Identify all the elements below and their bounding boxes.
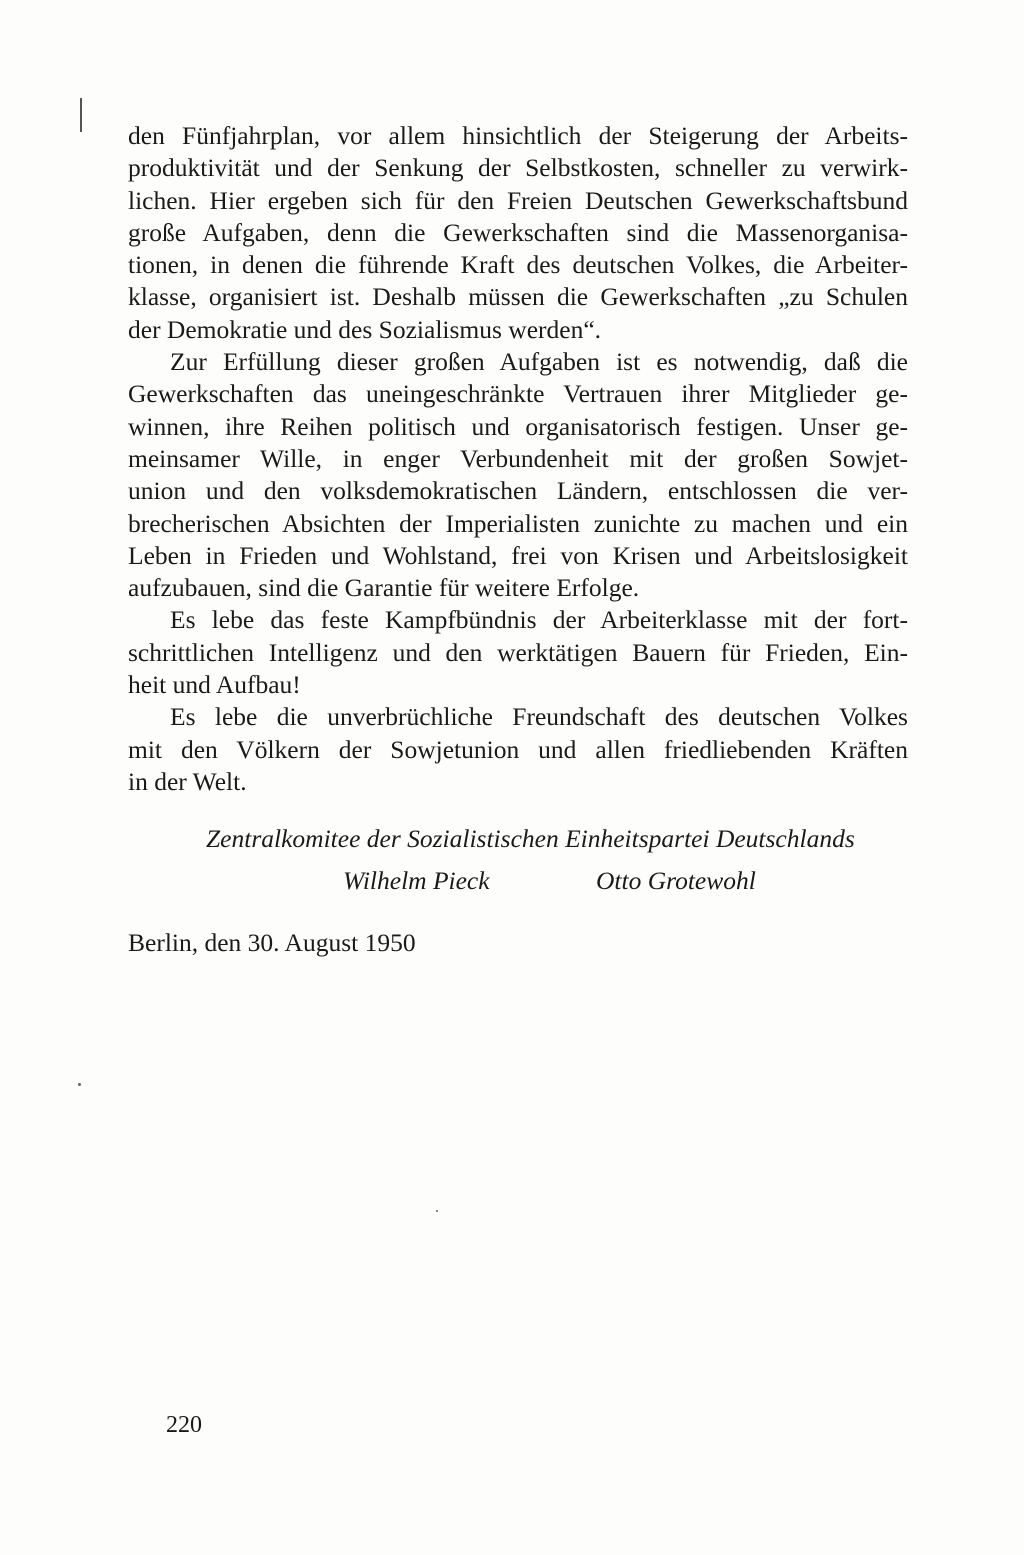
paragraph	[128, 604, 908, 701]
text-line: Es lebe das feste Kampfbündnis der Arbeiterklasse mit der fort-	[170, 605, 908, 635]
text-line: Gewerkschaften das uneingeschränkte Vertrauen ihrer Mitglieder ge-	[128, 379, 908, 409]
paragraph	[128, 346, 908, 604]
text-line: brecherischen Absichten der Imperialisten zunichte zu machen und ein	[128, 508, 908, 538]
text-line: lichen. Hier ergeben sich für den Freien Deutschen Gewerkschaftsbund	[128, 185, 908, 215]
text-line: klasse, organisiert ist. Deshalb müssen die Gewerkschaften „zu Schulen	[128, 282, 908, 312]
text-line: Leben in Frieden und Wohlstand, frei von Krisen und Arbeitslosigkeit	[128, 540, 908, 570]
paragraph	[128, 120, 908, 346]
text-line: aufzubauen, sind die Garantie für weitere Erfolge.	[128, 573, 640, 603]
text-line: schrittlichen Intelligenz und den werktätigen Bauern für Frieden, Ein-	[128, 637, 908, 667]
signature-organization: Zentralkomitee der Sozialistischen Einheitspartei Deutschlands	[206, 824, 855, 853]
margin-mark	[80, 98, 82, 132]
text-line: Es lebe die unverbrüchliche Freundschaft des deutschen Volkes	[170, 702, 908, 732]
signature-name-pieck: Wilhelm Pieck	[343, 866, 490, 895]
text-line: Zur Erfüllung dieser großen Aufgaben ist es notwendig, daß die	[170, 347, 908, 377]
body-text	[128, 120, 908, 798]
text-line: tionen, in denen die führende Kraft des deutschen Volkes, die Arbeiter-	[128, 250, 908, 280]
text-line: heit und Aufbau!	[128, 670, 301, 700]
print-speck	[436, 1210, 438, 1212]
text-line: große Aufgaben, denn die Gewerkschaften sind die Massenorganisa-	[128, 217, 908, 247]
page-number: 220	[166, 1412, 202, 1438]
text-line: in der Welt.	[128, 766, 247, 796]
print-speck	[78, 1083, 81, 1086]
signature-name-grotewohl: Otto Grotewohl	[596, 866, 756, 895]
text-line: meinsamer Wille, in enger Verbundenheit mit der großen Sowjet-	[128, 443, 908, 473]
text-line: mit den Völkern der Sowjetunion und allen friedliebenden Kräften	[128, 734, 908, 764]
text-line: produktivität und der Senkung der Selbstkosten, schneller zu verwirk-	[128, 153, 908, 183]
text-line: der Demokratie und des Sozialismus werden“.	[128, 314, 602, 344]
date-line: Berlin, den 30. August 1950	[128, 928, 416, 957]
text-line: den Fünfjahrplan, vor allem hinsichtlich der Steigerung der Arbeits-	[128, 121, 908, 150]
text-line: winnen, ihre Reihen politisch und organisatorisch festigen. Unser ge-	[128, 411, 908, 441]
text-line: union und den volksdemokratischen Ländern, entschlossen die ver-	[128, 476, 908, 506]
paragraph	[128, 701, 908, 798]
